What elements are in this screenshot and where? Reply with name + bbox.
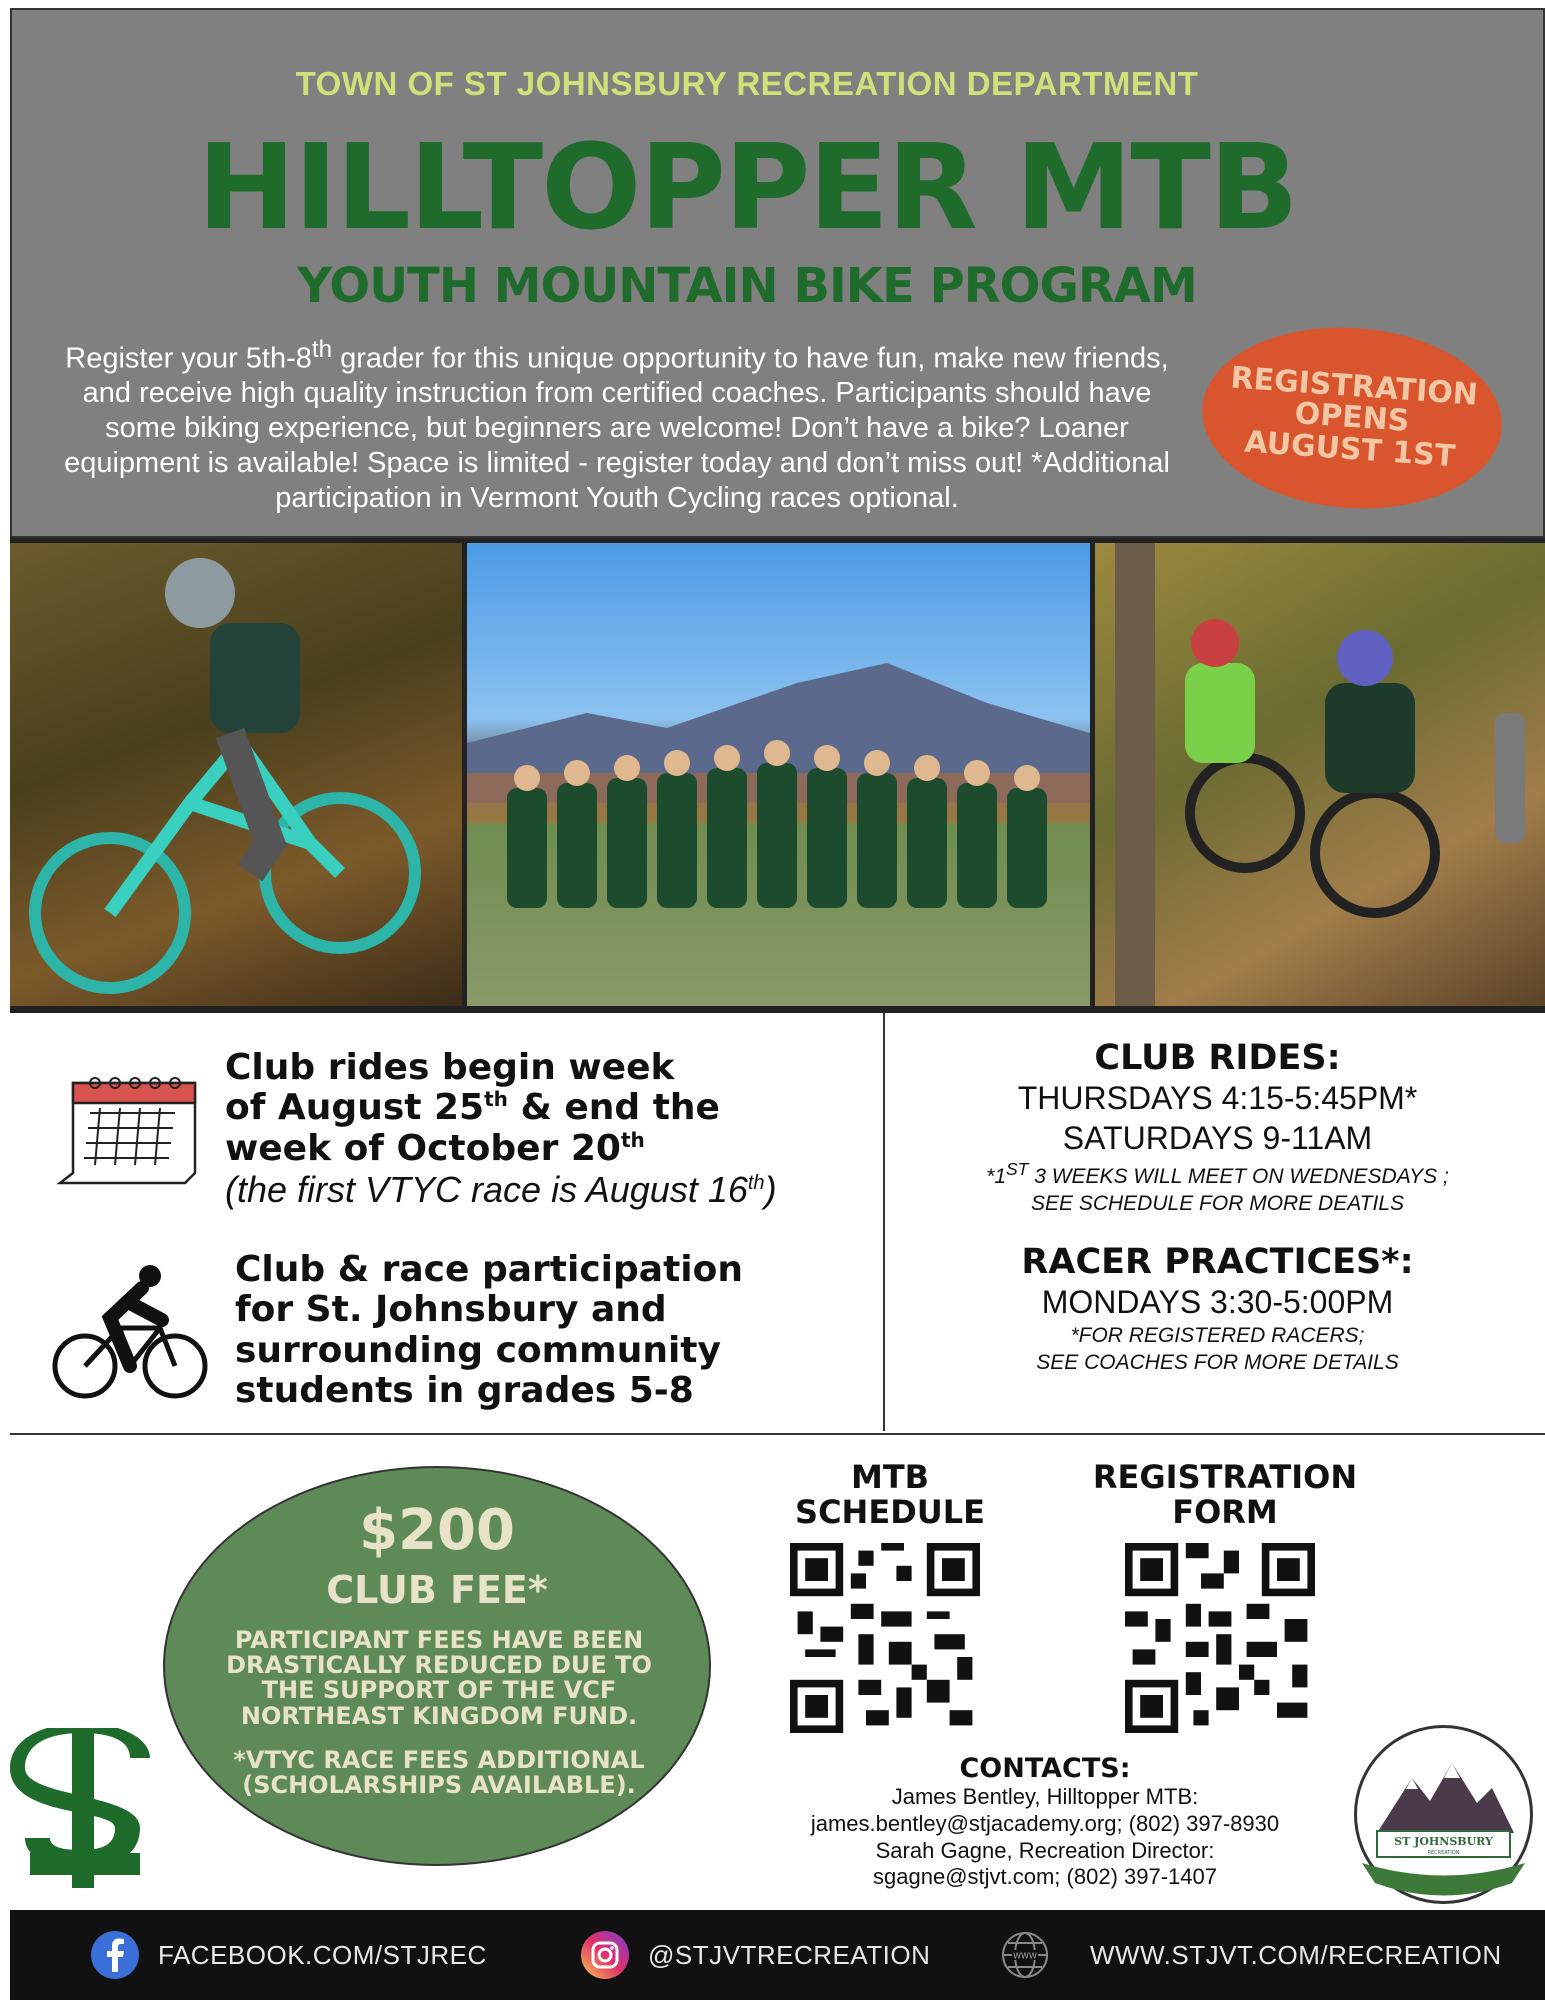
club-rides-note-1	[890, 1158, 1545, 1190]
vertical-divider	[883, 1013, 885, 1431]
club-rides-note-2: SEE SCHEDULE FOR MORE DEATILS	[1030, 1192, 1405, 1216]
dates-line-2-end: & end the	[507, 1087, 720, 1129]
program-title: HILLTOPPER MTB	[197, 118, 1297, 256]
schedule-qr-code[interactable]	[790, 1543, 980, 1733]
fee-label: CLUB FEE*	[326, 1568, 548, 1612]
program-subtitle: YOUTH MOUNTAIN BIKE PROGRAM	[297, 258, 1197, 314]
instagram-link[interactable]	[580, 1930, 930, 1980]
recreation-logo-name: ST JOHNSBURY	[1394, 1835, 1493, 1848]
horizontal-divider	[10, 1433, 1545, 1435]
department-name: TOWN OF ST JOHNSBURY RECREATION DEPARTMENT	[295, 65, 1199, 102]
contact-gagne-name: Sarah Gagne, Recreation Director:	[875, 1837, 1215, 1863]
intro-sup: th	[311, 336, 333, 363]
schedule-column	[890, 1038, 1545, 1376]
monday-time: MONDAYS 3:30-5:00PM	[1041, 1283, 1394, 1320]
contacts-block	[755, 1753, 1335, 1891]
instagram-icon	[580, 1930, 630, 1980]
dates-line-2-start: of August 25	[225, 1087, 485, 1129]
racer-practices-heading: RACER PRACTICES*:	[1021, 1241, 1414, 1282]
fee-support-text: PARTICIPANT FEES HAVE BEEN DRASTICALLY REDUCED DUE TO THE SUPPORT OF THE VCF NORTHEAST KINGDOM FUND.	[226, 1626, 652, 1730]
intro-text-rest: grader for this unique opportunity to have fun, make new friends, and receive high quality instruction from certified coaches. Participants should have some biking experience, but beginners are welcome! Don’t have a bike? Loaner equipment is available! Space is limited - register today and don’t miss out! *Additional participation in Vermont Youth Cycling races optional.	[64, 342, 1170, 514]
dates-line-1: Club rides begin week	[225, 1047, 675, 1088]
recreation-logo-sub: RECREATION	[1427, 1850, 1460, 1856]
dates-line-2	[225, 1088, 875, 1128]
photo-rider-trail	[10, 543, 462, 1006]
website-link[interactable]	[1000, 1930, 1502, 1980]
sj-logo	[10, 1728, 155, 1888]
contact-bentley-name: James Bentley, Hilltopper MTB:	[891, 1784, 1199, 1809]
fee-race-note: *VTYC RACE FEES ADDITIONAL (SCHOLARSHIPS AVAILABLE).	[233, 1746, 645, 1800]
contact-bentley-info[interactable]: james.bentley@stjacademy.org; (802) 397-8930	[810, 1810, 1280, 1836]
registration-qr-code[interactable]	[1125, 1543, 1315, 1733]
dates-line-3-start: week of October 20	[225, 1127, 621, 1169]
group-illustration	[467, 543, 1090, 1006]
racer-note-2: SEE COACHES FOR MORE DETAILS	[1036, 1350, 1399, 1374]
photo-riders-berm	[1095, 543, 1545, 1006]
season-dates	[225, 1048, 875, 1211]
globe-icon	[1000, 1930, 1050, 1980]
vtyc-race-note	[225, 1169, 875, 1211]
intro-text-start: Register your 5th-8	[65, 342, 312, 375]
dates-line-3-sup: th	[620, 1127, 645, 1152]
registration-badge	[1196, 318, 1508, 518]
vtyc-note-end: )	[764, 1168, 777, 1210]
dates-line-3	[225, 1129, 875, 1169]
club-note-start: *1	[986, 1165, 1006, 1188]
dates-line-2-sup: th	[484, 1087, 508, 1112]
facebook-icon	[90, 1930, 140, 1980]
facebook-link[interactable]	[90, 1930, 487, 1980]
facebook-text: FACEBOOK.COM/STJREC	[158, 1939, 487, 1970]
instagram-text: @STJVTRECREATION	[648, 1939, 931, 1970]
vtyc-note-sup: th	[747, 1171, 765, 1194]
club-fee-oval	[163, 1466, 711, 1866]
vtyc-note-start: (the first VTYC race is August 16	[225, 1168, 748, 1210]
flyer	[10, 8, 1545, 2000]
rider-illustration	[10, 543, 462, 1006]
participation-text: Club & race participation for St. Johnsbury and surrounding community students in grades 5-8	[235, 1249, 743, 1411]
saturday-time: SATURDAYS 9-11AM	[1062, 1120, 1373, 1156]
club-note-end: 3 WEEKS WILL MEET ON WEDNESDAYS ;	[1028, 1165, 1449, 1188]
thursday-time: THURSDAYS 4:15-5:45PM*	[1017, 1080, 1418, 1116]
footer-bar	[10, 1910, 1545, 2000]
photo-team-group	[467, 543, 1090, 1006]
registration-qr-label: REGISTRATION FORM	[1092, 1458, 1358, 1532]
riders-illustration	[1095, 543, 1545, 1006]
cyclist-icon	[50, 1258, 210, 1403]
club-note-sup: ST	[1006, 1159, 1029, 1179]
club-rides-heading: CLUB RIDES:	[1094, 1038, 1341, 1078]
schedule-qr-label: MTB SCHEDULE	[795, 1458, 985, 1532]
photo-strip	[10, 538, 1545, 1013]
registration-badge-text: REGISTRATION OPENS AUGUST 1ST	[1229, 360, 1479, 474]
intro-paragraph	[52, 335, 1182, 516]
recreation-logo	[1352, 1723, 1535, 1906]
fee-amount: $200	[359, 1498, 515, 1563]
website-text: WWW.STJVT.COM/RECREATION	[1090, 1939, 1502, 1970]
header-panel	[10, 8, 1545, 538]
globe-label: WWW	[1013, 1951, 1037, 1961]
contacts-heading: CONTACTS:	[959, 1753, 1131, 1784]
calendar-icon	[55, 1073, 200, 1188]
racer-note-1: *FOR REGISTERED RACERS;	[1070, 1323, 1365, 1347]
contact-gagne-info[interactable]: sgagne@stjvt.com; (802) 397-1407	[873, 1864, 1217, 1890]
